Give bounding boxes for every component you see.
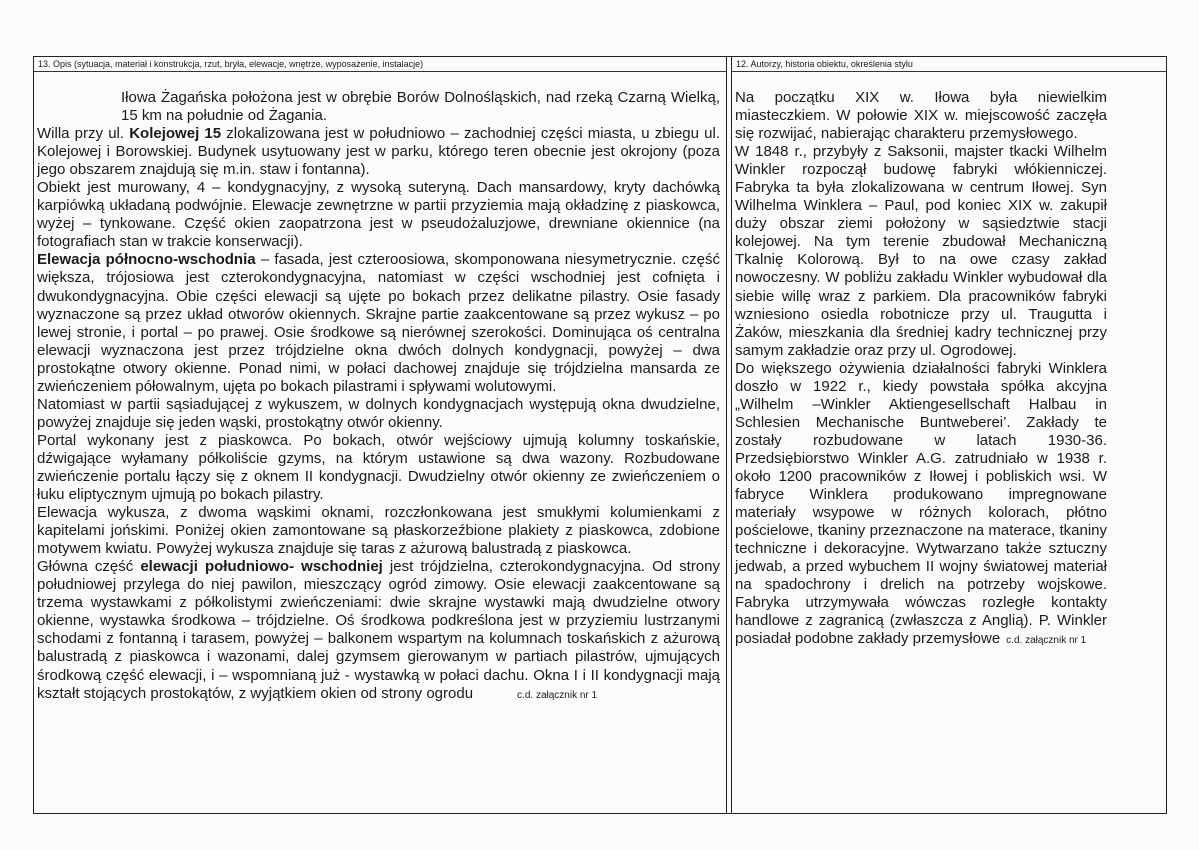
northeast-elevation-paragraph: Elewacja północno-wschodnia – fasada, jest czteroosiowa, skomponowana niesymetrycznie. część większa, trójosiowa jest czterokondygnacyjna, natomiast w części wschodniej jest cofnięta i dwukondygnacyjna. Obie części elewacji są ujęte po bokach przez delikatne pilastry. Osie fasady wyznaczone są przez układ otworów okiennych. Skrajne partie zaakcentowane są przez wykusz – po lewej stronie, i portal – po prawej. Osie środkowe są nierównej szerokości. Dominująca oś centralna elewacji wyznaczona jest przez trójdzielne okna dwóch dolnych kondygnacji, powyżej – dwa prostokątne otwory okienne. Ponad nimi, w połaci dachowej znajduje się trójdzielna mansarda ze zwieńczeniem półowalnym, ujęta po bokach pilastrami i spływami wolutowymi.	[37, 251, 720, 395]
villa-paragraph: Willa przy ul. Kolejowej 15 zlokalizowana jest w południowo – zachodniej części miasta, u zbiegu ul. Kolejowej i Borowskiej. Budynek usytuowany jest w parku, którego teren obecnie jest okrojony (poza jego obszarem znajdują się m.in. staw i fontanna).	[37, 125, 720, 179]
northeast-elevation-heading: Elewacja północno-wschodnia	[37, 251, 256, 269]
bay-side-paragraph: Natomiast w partii sąsiadującej z wykuszem, w dolnych kondygnacjach występują okna dwudzielne, powyżej znajduje się jeden wąski, prostokątny otwór okienny.	[37, 395, 720, 431]
history-paragraph-1: Na początku XIX w. Iłowa była niewielkim miasteczkiem. W połowie XIX w. miejscowość zaczęła się rozwijać, nabierając charakteru przemysłowego.	[735, 89, 1107, 143]
bay-window-paragraph: Elewacja wykusza, z dwoma wąskimi oknami, rozczłonkowana jest smukłymi kolumienkami z kapitelami jońskimi. Poniżej okien zamontowane są płaskorzeźbione plakiety z piaskowca, zdobione motywem kwiatu. Powyżej wykusza znajduje się taras z ażurową balustradą z piaskowca.	[37, 504, 720, 558]
section-12-header: 12. Autorzy, historia obiektu, określenia stylu	[736, 59, 913, 69]
southeast-elevation-heading: elewacji południowo- wschodniej	[140, 558, 383, 576]
southeast-elevation-paragraph: Główna część elewacji południowo- wschodniej jest trójdzielna, czterokondygnacyjna. Od strony południowej przylega do niej pawilon, mieszczący ogród zimowy. Osie elewacji zaakcentowane są trzema wystawkami z półkolistymi zwieńczeniami: dwie skrajne wystawki mają dwudzielne otwory okienne, wystawka środkowa – trójdzielne. Oś środkowa podkreślona jest w przyziemiu lustrzanymi schodami z fontanną i tarasem, powyżej – balkonem wspartym na kolumnach toskańskich z ażurową balustradą z piaskowca i wazonami, dalej gzymsem gierowanym w partiach pilastrów, ujmujących środkową część elewacji, i – wspomnianą już - wystawką w połaci dachu. Okna I i II kondygnacji mają kształt stojących prostokątów, z wyjątkiem okien od strony ogrodu c.d. załącznik nr 1	[37, 558, 720, 702]
street-name: Kolejowej 15	[129, 125, 222, 143]
construction-paragraph: Obiekt jest murowany, 4 – kondygnacyjny, z wysoką suteryną. Dach mansardowy, kryty dachówką karpiówką układaną podwójnie. Elewacje zewnętrzne w partii przyziemia mają okładzinę z piaskowca, wyżej – tynkowane. Część okien zaopatrzona jest w pseudożaluzjowe, drewniane okiennice (na fotografiach stan w trakcie konserwacji).	[37, 179, 720, 251]
description-column	[37, 89, 720, 813]
attachment-note-right: c.d. załącznik nr 1	[1006, 635, 1087, 647]
section-13-header: 13. Opis (sytuacja, materiał i konstrukcja, rzut, bryła, elewacje, wnętrze, wyposażenie, instalacje)	[38, 59, 424, 69]
attachment-note-left: c.d. załącznik nr 1	[517, 689, 598, 701]
history-paragraph-3: Do większego ożywienia działalności fabryki Winklera doszło w 1922 r., kiedy powstała spółka akcyjna „Wilhelm –Winkler Aktiengesellschaft Halbau in Schlesien Mechanische Buntweberei’. Zakłady te zostały rozbudowane w latach 1930-36. Przedsiębiorstwo Winkler A.G. zatrudniało w 1938 r. około 1200 pracowników z Iłowej i pobliskich wsi. W fabryce Winklera produkowano impregnowane materiały wsypowe w różnych kolorach, płótno pościelowe, tkaniny przeznaczone na materace, tkaniny techniczne i dekoracyjne. Wytwarzano także sztuczny jedwab, a przed wybuchem II wojny światowej materiał na spadochrony i drelich na potrzeby wojskowe. Fabryka utrzymywała wówczas rozległe kontakty handlowe z zagranicą (zwłaszcza z Anglią). P. Winkler posiadał podobne zakłady przemysłowe c.d. załącznik nr 1	[735, 359, 1107, 648]
location-paragraph: Iłowa Żagańska położona jest w obrębie Borów Dolnośląskich, nad rzeką Czarną Wielką, 15 km na południe od Żagania.	[121, 89, 720, 125]
left-header-rule	[34, 71, 726, 72]
right-header-rule	[732, 71, 1166, 72]
column-divider	[726, 56, 732, 814]
history-paragraph-2: W 1848 r., przybyły z Saksonii, majster tkacki Wilhelm Winkler rozpoczął budowę fabryki włókienniczej. Fabryka ta była zlokalizowana w centrum Iłowej. Syn Wilhelma Winklera – Paul, pod koniec XIX w. zakupił duży obszar ziemi położony w sąsiedztwie stacji kolejowej. Na tym terenie zbudował Mechaniczną Tkalnię Kolorową. Był to na owe czasy zakład nowoczesny. W pobliżu zakładu Winkler wybudował dla siebie willę wraz z parkiem. Dla pracowników fabryki wzniesiono osiedla robotnicze przy ul. Traugutta i Żaków, mieszkania dla średniej kadry technicznej przy samym zakładzie oraz przy ul. Ogrodowej.	[735, 143, 1107, 359]
history-column	[735, 89, 1107, 813]
portal-paragraph: Portal wykonany jest z piaskowca. Po bokach, otwór wejściowy ujmują kolumny toskańskie, dźwigające wyłamany półkoliście gzyms, na którym ustawione są dwa wazony. Rozbudowane zwieńczenie portalu łączy się z oknem II kondygnacji. Dwudzielny otwór okienny ze zwieńczeniem o łuku eliptycznym ujmują po bokach pilastry.	[37, 431, 720, 504]
